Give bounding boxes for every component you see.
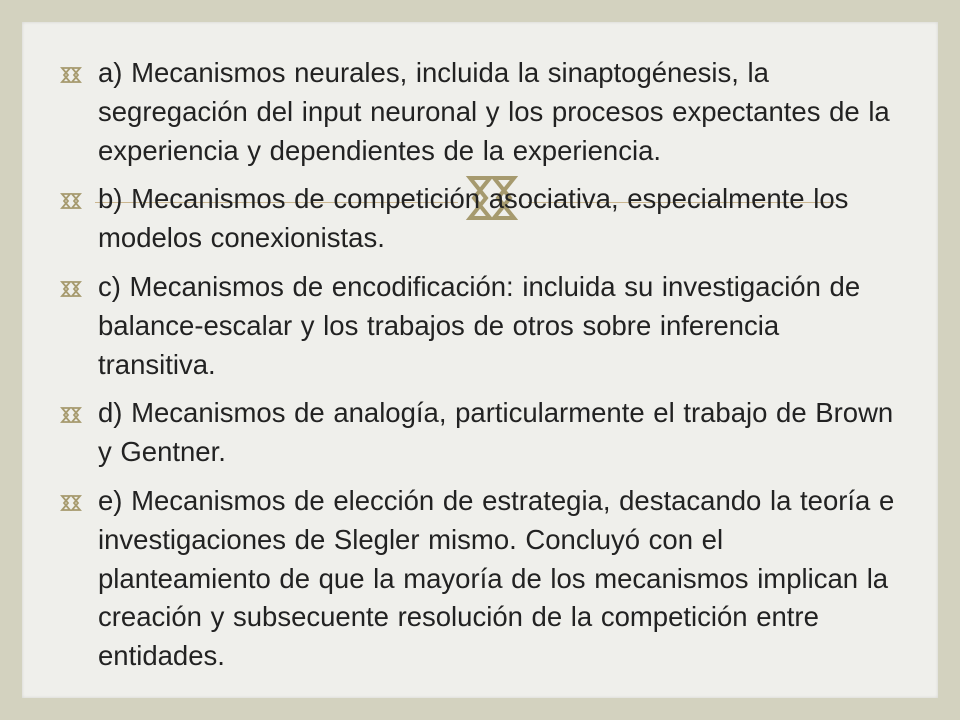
quote-bullet-icon <box>60 281 90 297</box>
bullet-item <box>58 394 904 472</box>
bullet-text: a) Mecanismos neurales, incluida la sinaptogénesis, la segregación del input neuronal y los procesos expectantes de la experiencia y dependientes de la experiencia. <box>98 57 890 166</box>
bullet-text: e) Mecanismos de elección de estrategia, destacando la teoría e investigaciones de Slegler mismo. Concluyó con el planteamiento de que la mayoría de los mecanismos implican la creación y subsecuente resolución de la competición entre entidades. <box>98 484 895 672</box>
quote-bullet-icon <box>60 495 90 511</box>
bullet-item <box>58 54 904 170</box>
bullet-text: b) Mecanismos de competición asociativa, especialmente los modelos conexionistas. <box>98 183 849 254</box>
bullet-item <box>58 482 904 676</box>
quote-bullet-icon <box>60 193 90 209</box>
bullet-text: d) Mecanismos de analogía, particularmente el trabajo de Brown y Gentner. <box>98 397 894 468</box>
quote-bullet-icon <box>60 407 90 423</box>
bullet-text: c) Mecanismos de encodificación: incluida su investigación de balance-escalar y los trabajos de otros sobre inferencia transitiva. <box>98 270 861 380</box>
bullet-item <box>58 268 904 384</box>
bullet-item <box>58 180 904 258</box>
bullet-list <box>58 54 904 686</box>
quote-bullet-icon <box>60 67 90 83</box>
